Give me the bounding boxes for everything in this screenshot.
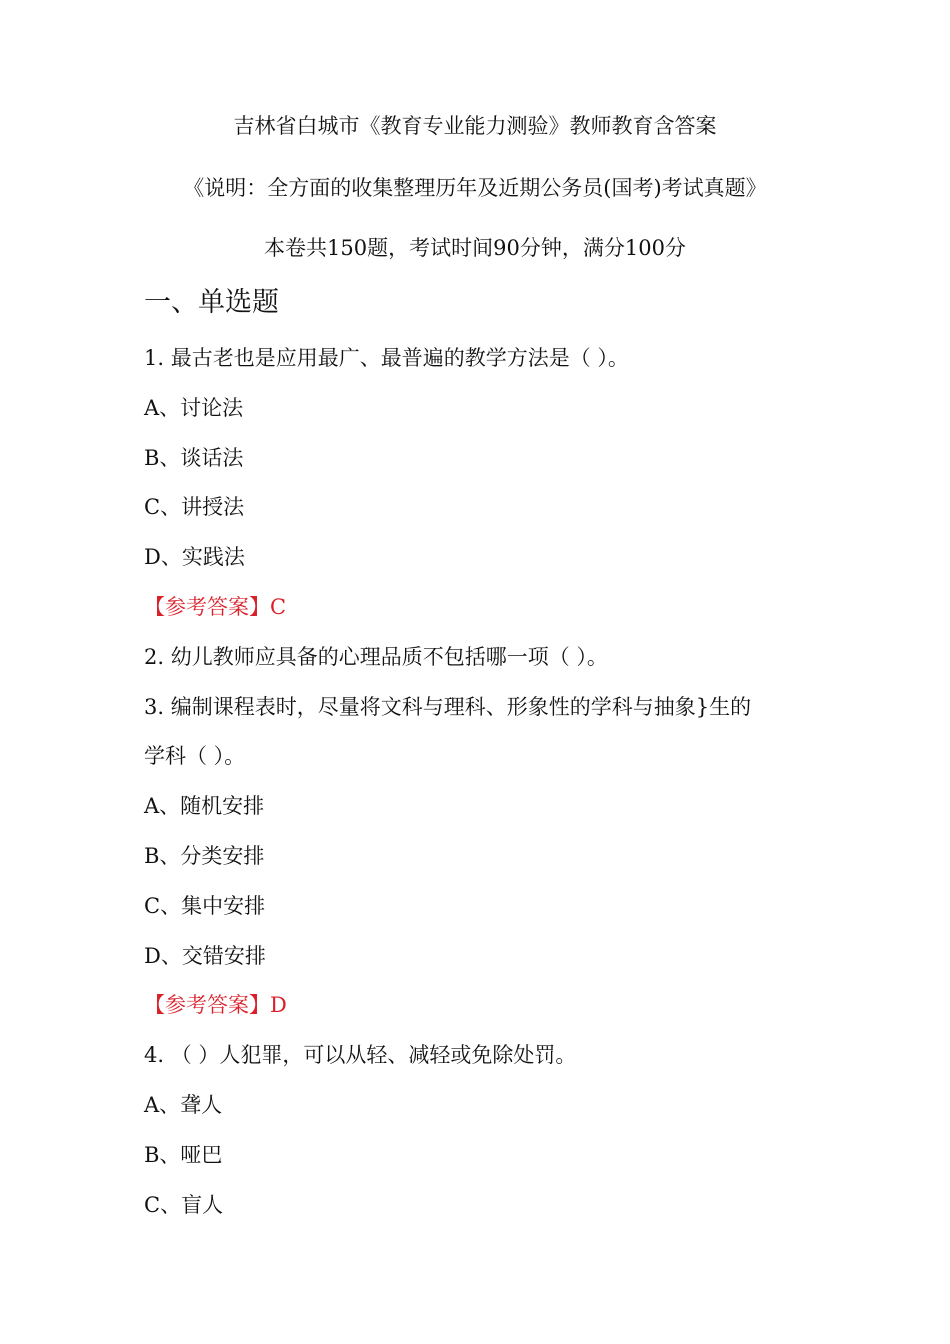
option-line: A、随机安排	[144, 794, 265, 818]
option-line: B、哑巴	[144, 1143, 223, 1167]
document-title: 吉林省白城市《教育专业能力测验》教师教育含答案	[233, 114, 717, 138]
exam-info: 本卷共150题，考试时间90分钟，满分100分	[264, 236, 686, 260]
answer-line	[144, 990, 287, 1020]
option-line: A、聋人	[144, 1093, 223, 1117]
document-note: 《说明：全方面的收集整理历年及近期公务员(国考)考试真题》	[183, 176, 767, 200]
answer-line	[144, 592, 286, 622]
option-line: D、交错安排	[144, 944, 266, 968]
option-line: D、实践法	[144, 545, 245, 569]
question-line: 2. 幼儿教师应具备的心理品质不包括哪一项（ ）。	[144, 645, 608, 669]
option-line: C、集中安排	[144, 894, 266, 918]
question-line: 学科（ ）。	[144, 744, 246, 768]
option-line: C、讲授法	[144, 495, 245, 519]
question-line: 1. 最古老也是应用最广、最普遍的教学方法是（ ）。	[144, 346, 629, 370]
question-line: 4. （ ）人犯罪，可以从轻、减轻或免除处罚。	[144, 1043, 577, 1067]
section-heading: 一、单选题	[144, 287, 279, 318]
option-line: C、盲人	[144, 1193, 224, 1217]
question-line: 3. 编制课程表时，尽量将文科与理科、形象性的学科与抽象}生的	[144, 695, 752, 719]
answer-label: 【参考答案】D	[144, 993, 287, 1017]
option-line: A、讨论法	[144, 396, 244, 420]
option-line: B、谈话法	[144, 446, 244, 470]
answer-label: 【参考答案】C	[144, 595, 287, 619]
option-line: B、分类安排	[144, 844, 265, 868]
